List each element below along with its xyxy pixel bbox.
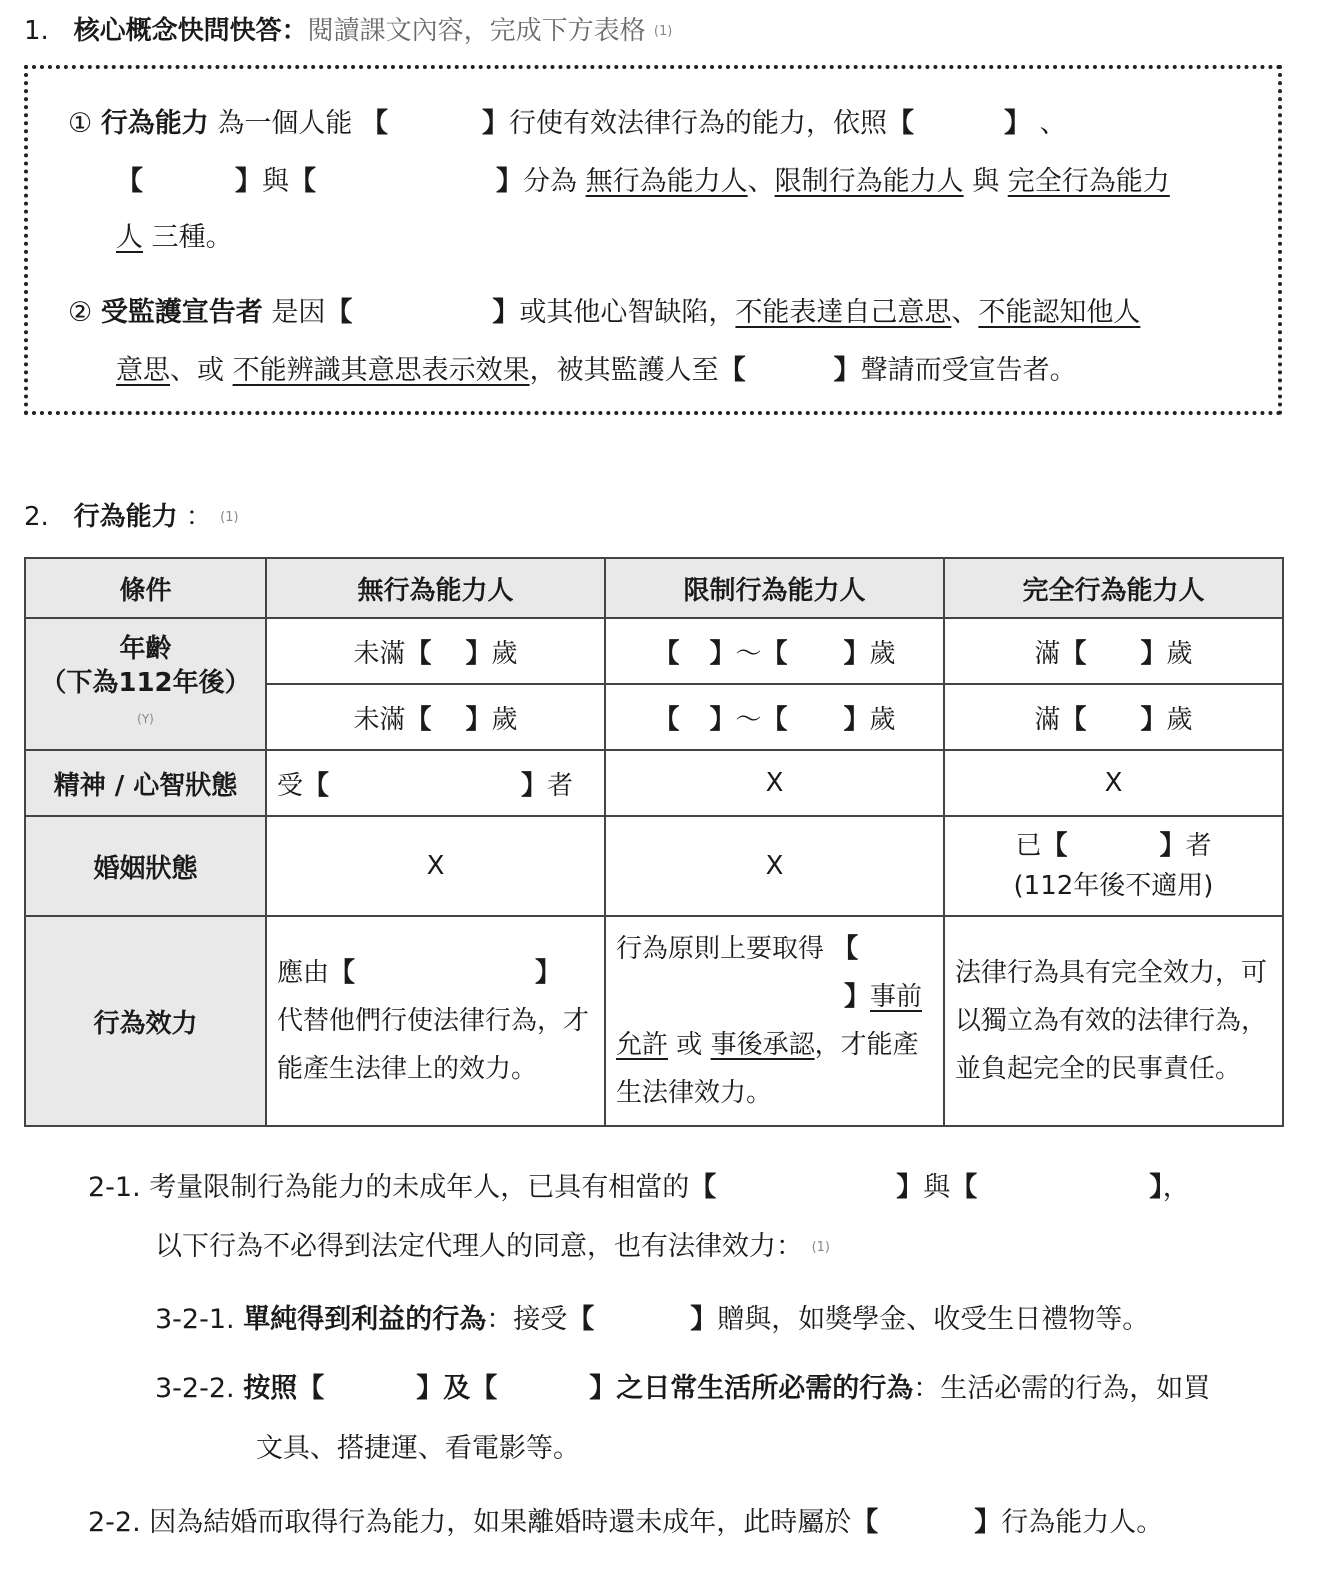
bracket-close: 】 [465, 638, 492, 669]
header-condition: 條件 [25, 558, 266, 618]
bracket-open: 【 [303, 770, 330, 801]
bracket-open: 【 [653, 704, 680, 735]
q321-label: 3-2-1. [155, 1304, 235, 1335]
mental-cell-none [266, 750, 605, 816]
bracket-open: 【 [329, 958, 356, 988]
bracket-open: 【 [1060, 638, 1087, 669]
capacity-table [24, 557, 1284, 1127]
q322-line2 [256, 1426, 580, 1465]
q322-text: ：生活必需的行為，如買 [913, 1373, 1211, 1404]
bracket-close: 】 [482, 108, 509, 139]
bracket-open: 【 [832, 934, 859, 964]
table-row-mental [25, 750, 1283, 816]
q321-line [155, 1297, 1149, 1336]
age-unit: 歲 [1166, 704, 1193, 735]
item1-text: 與 [972, 166, 1000, 197]
marriage-cell-full [944, 816, 1283, 916]
q22-text: 行為能力人。 [1001, 1507, 1164, 1538]
bracket-open: 【 [289, 166, 316, 197]
table-header-row [25, 558, 1283, 618]
item2-text: 是因 [271, 297, 326, 328]
age-cell-full [944, 618, 1283, 684]
marriage-prefix: 已 [1015, 831, 1042, 861]
item1-term: 行為能力 [100, 108, 209, 139]
item2-text: 聲請而受宣告者。 [860, 355, 1077, 386]
term-limited-capacity: 限制行為能力人 [774, 166, 964, 197]
bracket-close: 】 [496, 166, 523, 197]
term-full-capacity: 完全行為能力 [1007, 166, 1170, 197]
item1-text: 分為 [523, 166, 577, 197]
bracket-open: 【 [718, 355, 746, 386]
bracket-close: 】 [974, 1507, 1002, 1538]
section1-mark: (1) [653, 24, 673, 39]
marriage-cell-none: X [266, 816, 605, 916]
q321-title: 單純得到利益的行為 [243, 1304, 487, 1335]
bracket-open: 【 [950, 1172, 978, 1203]
section1-heading [24, 10, 672, 47]
age-prefix: 未滿 [353, 704, 406, 735]
bracket-close: 】 [844, 982, 871, 1012]
term-full-capacity-cont: 人 [116, 222, 143, 253]
q21-text: 以下行為不必得到法定代理人的同意，也有法律效力： [155, 1231, 803, 1262]
term-cannot-perceive-cont: 意思 [116, 355, 170, 386]
item1-text: 與 [262, 166, 289, 197]
effect-text: ，才能產生法律效力。 [616, 1030, 919, 1108]
item2-text: ，被其監護人至 [529, 355, 719, 386]
table-row-marriage [25, 816, 1283, 916]
term-cannot-express: 不能表達自己意思 [735, 297, 952, 328]
q322-text: 文具、搭捷運、看電影等。 [256, 1433, 580, 1464]
age-cell-none [266, 618, 605, 684]
bracket-close: 】 [535, 958, 562, 988]
bracket-open: 【 [567, 1304, 595, 1335]
section2-colon: ： [185, 502, 212, 532]
item2-term: 受監護宣告者 [100, 297, 263, 328]
bracket-open: 【 [470, 1373, 498, 1404]
row-label-effect: 行為效力 [25, 916, 266, 1126]
item2-number: ② [68, 297, 93, 328]
bracket-open: 【 [761, 638, 788, 669]
term-cannot-perceive: 不能認知他人 [978, 297, 1141, 328]
q22-text: 因為結婚而取得行為能力，如果離婚時還未成年，此時屬於 [149, 1507, 852, 1538]
mental-cell-full: X [944, 750, 1283, 816]
effect-text: 代替他們行使法律行為，才能產生法律上的效力。 [277, 1006, 590, 1084]
section1-number: 1. [24, 16, 49, 46]
term-no-capacity: 無行為能力人 [585, 166, 748, 197]
bracket-close: 】 [1149, 1172, 1163, 1203]
effect-cell-full: 法律行為具有完全效力，可以獨立為有效的法律行為，並負起完全的民事責任。 [944, 916, 1283, 1126]
q21-line2 [155, 1224, 830, 1263]
bracket-open: 【 [405, 638, 432, 669]
bracket-close: 】 [416, 1373, 444, 1404]
separator: 、 [747, 166, 775, 197]
q21-line1 [88, 1165, 1190, 1204]
item1-number: ① [68, 108, 93, 139]
item1-text: 行使有效法律行為的能力，依照 [509, 108, 887, 139]
age-prefix: 未滿 [353, 638, 406, 669]
bracket-open: 【 [1041, 831, 1068, 861]
bracket-close: 】 [1140, 704, 1167, 735]
bracket-open: 【 [405, 704, 432, 735]
q322-title: 之日常生活所必需的行為 [616, 1373, 914, 1404]
bracket-close: 】 [1140, 638, 1167, 669]
bracket-close: 】 [1159, 831, 1186, 861]
item2-line2 [116, 348, 1077, 387]
age-cell-none [266, 684, 605, 750]
row-label-mental: 精神 / 心智狀態 [25, 750, 266, 816]
section1-instruction: 閱讀課文內容，完成下方表格 [307, 16, 646, 46]
bracket-close: 】 [843, 638, 870, 669]
marriage-cell-limited: X [605, 816, 944, 916]
row-label-marriage: 婚姻狀態 [25, 816, 266, 916]
section2-heading [24, 496, 239, 533]
effect-cell-none [266, 916, 605, 1126]
bracket-open: 【 [887, 108, 914, 139]
term-prior-consent: 事前允許 [616, 982, 923, 1060]
mental-cell-limited: X [605, 750, 944, 816]
item2-text: 或其他心智缺陷， [519, 297, 736, 328]
age-sep: ～ [735, 704, 762, 735]
q21-mark: (1) [811, 1240, 831, 1255]
section2-number: 2. [24, 502, 49, 532]
q321-text: ：接受 [486, 1304, 568, 1335]
bracket-close: 】 [833, 355, 861, 386]
item2-line1 [68, 290, 1140, 329]
q21-text: ， [1162, 1172, 1190, 1203]
bracket-close: 】 [492, 297, 520, 328]
item1-line2 [116, 159, 1170, 198]
term-cannot-identify: 不能辨識其意思表示效果 [232, 355, 530, 386]
bracket-close: 】 [709, 704, 736, 735]
bracket-close: 】 [521, 770, 548, 801]
item1-text: 為一個人能 [217, 108, 353, 139]
age-unit: 歲 [869, 638, 896, 669]
q322-title: 及 [443, 1373, 471, 1404]
q321-text: 贈與，如獎學金、收受生日禮物等。 [717, 1304, 1150, 1335]
bracket-open: 【 [761, 704, 788, 735]
marriage-note: (112年後不適用) [1013, 871, 1214, 901]
header-limited-capacity: 限制行為能力人 [605, 558, 944, 618]
bracket-close: 】 [709, 638, 736, 669]
bracket-close: 】 [465, 704, 492, 735]
bracket-open: 【 [361, 108, 388, 139]
item1-line3 [116, 215, 233, 254]
age-cell-full [944, 684, 1283, 750]
q322-line1 [155, 1366, 1210, 1405]
age-prefix: 滿 [1034, 704, 1061, 735]
q21-text: 考量限制行為能力的未成年人，已具有相當的 [149, 1172, 690, 1203]
bracket-close: 】 [589, 1373, 617, 1404]
bracket-open: 【 [116, 166, 143, 197]
table-row-age-1 [25, 618, 1283, 684]
effect-text: 行為原則上要取得 [616, 934, 825, 964]
q322-title: 按照 [243, 1373, 298, 1404]
bracket-open: 【 [325, 297, 353, 328]
item1-text: 三種。 [151, 222, 233, 253]
age-cell-limited [605, 618, 944, 684]
bracket-open: 【 [297, 1373, 325, 1404]
q22-line [88, 1500, 1163, 1539]
q322-label: 3-2-2. [155, 1373, 235, 1404]
q21-label: 2-1. [88, 1172, 141, 1203]
q21-text: 與 [923, 1172, 951, 1203]
age-unit: 歲 [869, 704, 896, 735]
header-no-capacity: 無行為能力人 [266, 558, 605, 618]
q22-label: 2-2. [88, 1507, 141, 1538]
separator: 、 [951, 297, 979, 328]
table-row-effect [25, 916, 1283, 1126]
age-unit: 歲 [1166, 638, 1193, 669]
effect-cell-limited [605, 916, 944, 1126]
bracket-close: 】 [896, 1172, 924, 1203]
item1-line1 [68, 101, 1067, 140]
item1-text: 、 [1039, 108, 1067, 139]
age-cell-limited [605, 684, 944, 750]
age-unit: 歲 [491, 638, 518, 669]
effect-text: 應由 [277, 958, 330, 988]
age-label-note: （下為112年後） [40, 668, 251, 698]
effect-text: 或 [676, 1030, 703, 1060]
age-prefix: 滿 [1034, 638, 1061, 669]
section2-mark: (1) [220, 510, 239, 525]
row-label-age [25, 618, 266, 750]
bracket-open: 【 [689, 1172, 717, 1203]
age-sep: ～ [735, 638, 762, 669]
section1-title: 核心概念快問快答： [73, 16, 308, 46]
bracket-open: 【 [653, 638, 680, 669]
mental-prefix: 受 [277, 770, 304, 801]
age-label-mark: (Y) [137, 712, 154, 726]
bracket-open: 【 [1060, 704, 1087, 735]
bracket-close: 】 [1004, 108, 1031, 139]
mental-suffix: 者 [547, 770, 574, 801]
age-unit: 歲 [491, 704, 518, 735]
bracket-close: 】 [690, 1304, 718, 1335]
marriage-suffix: 者 [1185, 831, 1212, 861]
header-full-capacity: 完全行為能力人 [944, 558, 1283, 618]
bracket-close: 】 [843, 704, 870, 735]
section2-title: 行為能力 [73, 502, 178, 532]
item2-text: 、或 [170, 355, 224, 386]
bracket-close: 】 [235, 166, 262, 197]
age-label: 年齡 [119, 634, 172, 664]
bracket-open: 【 [851, 1507, 879, 1538]
term-post-approval: 事後承認 [710, 1030, 815, 1060]
